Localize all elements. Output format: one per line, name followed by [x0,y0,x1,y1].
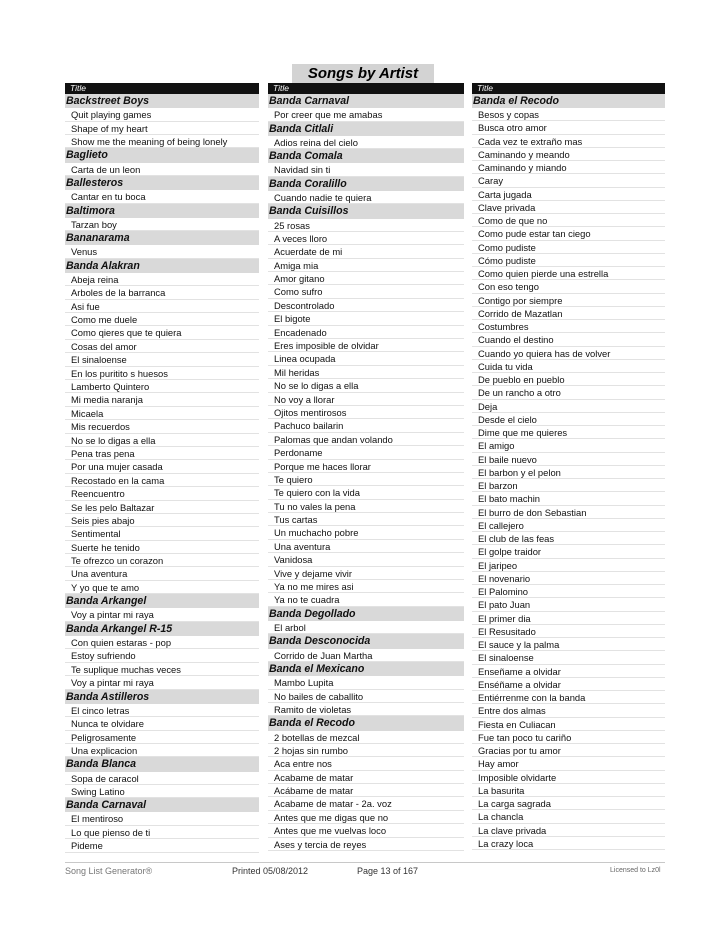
song-title: Seis pies abajo [65,514,259,527]
artist-heading: Bananarama [65,231,259,245]
artist-heading: Banda Cuisillos [268,204,464,218]
song-title: Cuando yo quiera has de volver [472,347,665,360]
artist-heading: Banda el Recodo [268,716,464,730]
song-title: Sentimental [65,527,259,540]
artist-heading: Banda Alakran [65,259,259,273]
song-title: Cosas del amor [65,340,259,353]
song-title: El cinco letras [65,704,259,717]
song-title: Entiérrenme con la banda [472,691,665,704]
song-title: No bailes de caballito [268,690,464,703]
song-title: Una explicacion [65,744,259,757]
song-title: Estoy sufriendo [65,649,259,662]
song-title: Pachuco bailarin [268,419,464,432]
song-title: Por creer que me amabas [268,108,464,121]
artist-heading: Banda Blanca [65,757,259,771]
song-title: Te suplique muchas veces [65,663,259,676]
artist-heading: Banda Desconocida [268,634,464,648]
song-title: Cuando nadie te quiera [268,191,464,204]
song-title: Reencuentro [65,487,259,500]
song-title: Suerte he tenido [65,541,259,554]
song-title: Como me duele [65,313,259,326]
song-title: Un muchacho pobre [268,526,464,539]
song-title: La crazy loca [472,837,665,850]
song-title: Antes que me vuelvas loco [268,824,464,837]
song-title: Aca entre nos [268,757,464,770]
song-title: Recostado en la cama [65,474,259,487]
song-title: El jaripeo [472,559,665,572]
song-title: Acábame de matar [268,784,464,797]
song-title: El primer dia [472,612,665,625]
song-title: Caminando y meando [472,148,665,161]
artist-heading: Banda Astilleros [65,690,259,704]
song-title: Amor gitano [268,272,464,285]
artist-heading: Banda Carnaval [65,798,259,812]
song-title: Lamberto Quintero [65,380,259,393]
song-title: Por una mujer casada [65,460,259,473]
footer-license: Licensed to Lz0l [610,867,661,874]
artist-heading: Banda Arkangel [65,594,259,608]
song-title: Carta de un leon [65,163,259,176]
song-title: Voy a pintar mi raya [65,608,259,621]
song-title: Mambo Lupita [268,676,464,689]
song-title: Imposible olvidarte [472,771,665,784]
song-title: Corrido de Mazatlan [472,307,665,320]
artist-heading: Banda Coralillo [268,177,464,191]
artist-heading: Banda Degollado [268,607,464,621]
song-title: La clave privada [472,824,665,837]
footer-page-number: Page 13 of 167 [357,866,419,876]
song-title: La chancla [472,810,665,823]
song-title: Adios reina del cielo [268,136,464,149]
artist-heading: Ballesteros [65,176,259,190]
song-title: Perdoname [268,446,464,459]
song-title: Cuida tu vida [472,360,665,373]
song-title: El baile nuevo [472,453,665,466]
song-title: Linea ocupada [268,352,464,365]
song-title: Caminando y miando [472,161,665,174]
song-title: Vanidosa [268,553,464,566]
song-title: El callejero [472,519,665,532]
footer-printed-date: Printed 05/08/2012 [232,866,309,876]
song-title: Dime que me quieres [472,426,665,439]
song-title: Nunca te olvidare [65,717,259,730]
song-title: El burro de don Sebastian [472,506,665,519]
song-title: Cuando el destino [472,333,665,346]
song-title: Besos y copas [472,108,665,121]
song-column-1 [65,83,259,853]
song-title: Cómo pudiste [472,254,665,267]
song-title: El Resusitado [472,625,665,638]
song-title: A veces lloro [268,232,464,245]
song-title: La carga sagrada [472,797,665,810]
song-title: Show me the meaning of being lonely [65,135,259,148]
column-header: Title [268,83,464,94]
song-title: Antes que me digas que no [268,811,464,824]
song-title: Como pudiste [472,241,665,254]
song-title: Voy a pintar mi raya [65,676,259,689]
footer-generator: Song List Generator® [65,866,153,876]
song-title: Ases y tercia de reyes [268,838,464,851]
song-title: El barzon [472,479,665,492]
song-title: En los puritito s huesos [65,367,259,380]
song-title: Amiga mia [268,259,464,272]
song-title: El pato Juan [472,598,665,611]
song-title: Una aventura [268,540,464,553]
song-title: 2 hojas sin rumbo [268,744,464,757]
artist-heading: Baglieto [65,148,259,162]
song-title: Desde el cielo [472,413,665,426]
song-title: Tu no vales la pena [268,500,464,513]
song-title: El Palomino [472,585,665,598]
artist-heading: Banda el Mexicano [268,662,464,676]
artist-heading: Banda Carnaval [268,94,464,108]
artist-heading: Banda Comala [268,149,464,163]
song-title: Navidad sin ti [268,163,464,176]
artist-heading: Backstreet Boys [65,94,259,108]
song-title: De pueblo en pueblo [472,373,665,386]
footer-divider [65,862,665,863]
page-title: Songs by Artist [292,64,434,83]
song-title: No voy a llorar [268,393,464,406]
song-title: Corrido de Juan Martha [268,649,464,662]
artist-heading: Banda Arkangel R-15 [65,622,259,636]
song-title: Enseñame a olvidar [472,665,665,678]
song-title: Arboles de la barranca [65,286,259,299]
song-title: Lo que pienso de ti [65,826,259,839]
song-title: Ojitos mentirosos [268,406,464,419]
song-title: El sinaloense [472,651,665,664]
song-title: Contigo por siempre [472,294,665,307]
song-title: Se les pelo Baltazar [65,501,259,514]
song-title: El club de las feas [472,532,665,545]
song-title: Gracias por tu amor [472,744,665,757]
song-column-2 [268,83,464,851]
song-title: Swing Latino [65,785,259,798]
song-title: Ramito de violetas [268,703,464,716]
song-title: Te ofrezco un corazon [65,554,259,567]
song-title: El bato machin [472,492,665,505]
song-title: De un rancho a otro [472,386,665,399]
song-title: El golpe traidor [472,545,665,558]
song-title: Mil heridas [268,366,464,379]
song-title: Costumbres [472,320,665,333]
column-header: Title [472,83,665,94]
song-title: Como sufro [268,285,464,298]
song-title: Y yo que te amo [65,581,259,594]
song-title: Con quien estaras - pop [65,636,259,649]
song-title: No se lo digas a ella [268,379,464,392]
song-title: Una aventura [65,567,259,580]
song-title: Enséñame a olvidar [472,678,665,691]
song-title: Ya no te cuadra [268,593,464,606]
song-title: Acabame de matar - 2a. voz [268,797,464,810]
song-title: Descontrolado [268,299,464,312]
song-title: Mi media naranja [65,393,259,406]
song-title: Cada vez te extraño mas [472,135,665,148]
artist-heading: Banda Citlali [268,122,464,136]
song-title: 25 rosas [268,219,464,232]
song-title: Como pude estar tan ciego [472,227,665,240]
song-title: Ya no me mires asi [268,580,464,593]
song-title: Tarzan boy [65,218,259,231]
song-title: Pideme [65,839,259,852]
song-title: El barbon y el pelon [472,466,665,479]
song-title: La basurita [472,784,665,797]
song-title: Palomas que andan volando [268,433,464,446]
song-title: Cantar en tu boca [65,190,259,203]
column-header: Title [65,83,259,94]
song-column-3 [472,83,665,850]
song-title: Con eso tengo [472,280,665,293]
song-title: Entre dos almas [472,704,665,717]
song-title: Fue tan poco tu cariño [472,731,665,744]
song-title: Pena tras pena [65,447,259,460]
song-title: Vive y dejame vivir [268,567,464,580]
song-title: Tus cartas [268,513,464,526]
song-title: Shape of my heart [65,122,259,135]
song-title: Hay amor [472,757,665,770]
song-title: Fiesta en Culiacan [472,718,665,731]
song-title: Caray [472,174,665,187]
song-title: El sinaloense [65,353,259,366]
song-title: Mis recuerdos [65,420,259,433]
song-title: Encadenado [268,326,464,339]
song-title: El amigo [472,439,665,452]
song-title: El bigote [268,312,464,325]
song-title: El mentiroso [65,812,259,825]
song-title: Deja [472,400,665,413]
song-title: No se lo digas a ella [65,434,259,447]
song-title: Carta jugada [472,188,665,201]
song-title: Micaela [65,407,259,420]
song-title: Clave privada [472,201,665,214]
song-title: 2 botellas de mezcal [268,731,464,744]
song-title: Venus [65,245,259,258]
song-title: Como de que no [472,214,665,227]
song-title: Busca otro amor [472,121,665,134]
artist-heading: Banda el Recodo [472,94,665,108]
artist-heading: Baltimora [65,204,259,218]
song-title: Quit playing games [65,108,259,121]
song-title: Abeja reina [65,273,259,286]
song-title: Como quien pierde una estrella [472,267,665,280]
song-title: Te quiero [268,473,464,486]
song-title: Peligrosamente [65,731,259,744]
song-title: El arbol [268,621,464,634]
song-title: Acuerdate de mi [268,245,464,258]
song-title: Acabame de matar [268,771,464,784]
song-title: Te quiero con la vida [268,486,464,499]
song-title: Asi fue [65,300,259,313]
song-title: El novenario [472,572,665,585]
song-title: Porque me haces llorar [268,460,464,473]
song-title: Como qieres que te quiera [65,326,259,339]
song-title: Sopa de caracol [65,772,259,785]
song-title: Eres imposible de olvidar [268,339,464,352]
song-title: El sauce y la palma [472,638,665,651]
